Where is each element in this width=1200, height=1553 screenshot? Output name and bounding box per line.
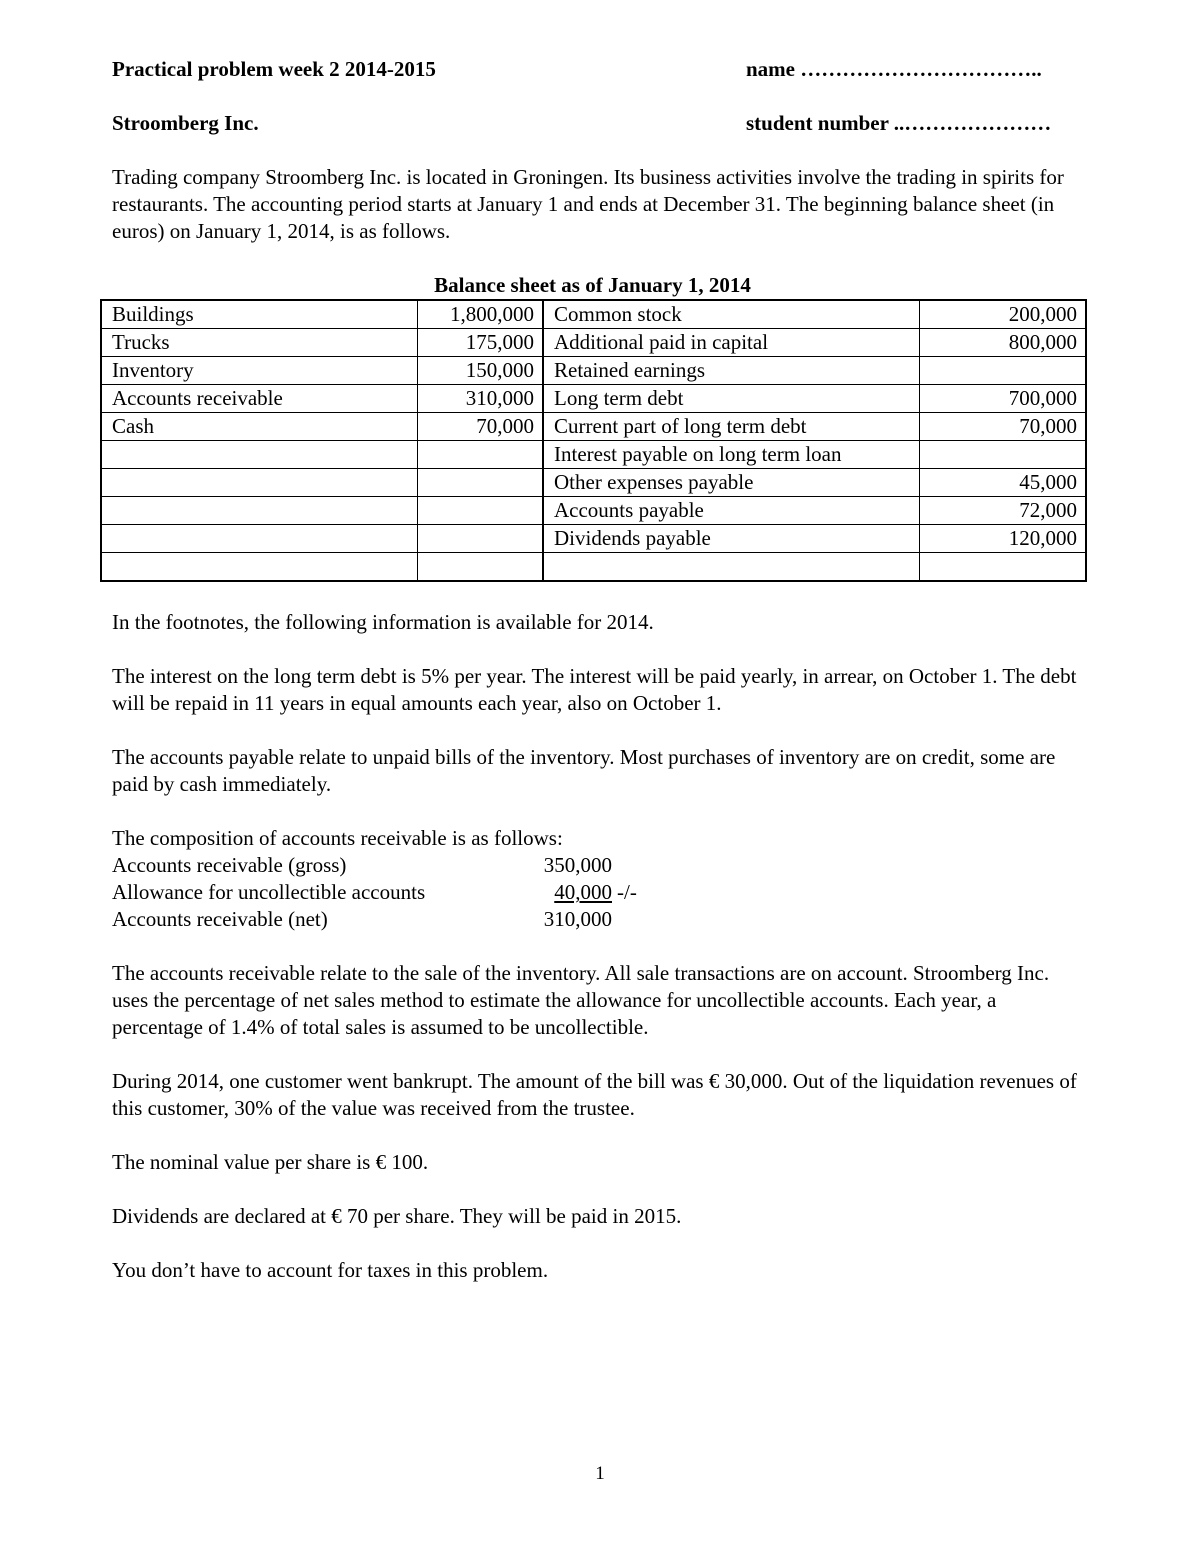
liability-name-cell: Retained earnings — [543, 357, 919, 385]
ar-allowance-label: Allowance for uncollectible accounts — [112, 880, 426, 904]
header-row-1 — [112, 56, 1087, 83]
liability-value-cell: 72,000 — [919, 497, 1086, 525]
liability-name-cell: Current part of long term debt — [543, 413, 919, 441]
liability-name-cell: Accounts payable — [543, 497, 919, 525]
asset-name-cell — [101, 469, 417, 497]
liability-name-cell: Additional paid in capital — [543, 329, 919, 357]
name-field-label: name …………………………….. — [746, 57, 1042, 81]
document-page — [112, 56, 1087, 1284]
balance-sheet-title: Balance sheet as of January 1, 2014 — [434, 273, 751, 297]
asset-name-cell — [101, 497, 417, 525]
asset-value-cell: 175,000 — [417, 329, 543, 357]
ar-composition-table — [112, 852, 1087, 933]
bankrupt-paragraph: During 2014, one customer went bankrupt. The amount of the bill was € 30,000. Out of the liquidation revenues of this customer, 30% of the value was received from the trustee. — [112, 1069, 1077, 1120]
asset-name-cell — [101, 553, 417, 582]
ar-composition-intro: The composition of accounts receivable is as follows: — [112, 826, 563, 850]
asset-value-cell — [417, 525, 543, 553]
liability-name-cell: Dividends payable — [543, 525, 919, 553]
page-number: 1 — [595, 1463, 605, 1484]
liability-value-cell: 120,000 — [919, 525, 1086, 553]
asset-value-cell — [417, 441, 543, 469]
liability-value-cell: 70,000 — [919, 413, 1086, 441]
balance-sheet-row — [101, 329, 1086, 357]
taxes-paragraph: You don’t have to account for taxes in this problem. — [112, 1258, 549, 1282]
asset-value-cell — [417, 497, 543, 525]
asset-value-cell — [417, 469, 543, 497]
document-title: Practical problem week 2 2014-2015 — [112, 57, 436, 81]
liability-value-cell: 700,000 — [919, 385, 1086, 413]
dividends-paragraph: Dividends are declared at € 70 per share. They will be paid in 2015. — [112, 1204, 682, 1228]
asset-value-cell: 150,000 — [417, 357, 543, 385]
liability-value-cell: 200,000 — [919, 300, 1086, 329]
asset-name-cell — [101, 525, 417, 553]
balance-sheet-row — [101, 553, 1086, 582]
liability-value-cell: 45,000 — [919, 469, 1086, 497]
ar-gross-value: 350,000 — [543, 853, 612, 877]
balance-sheet-row — [101, 413, 1086, 441]
liability-name-cell: Interest payable on long term loan — [543, 441, 919, 469]
balance-sheet-row — [101, 300, 1086, 329]
asset-name-cell: Trucks — [101, 329, 417, 357]
receivables-paragraph: The accounts receivable relate to the sale of the inventory. All sale transactions are on account. Stroomberg Inc. uses the percentage of net sales method to estimate the allowance for uncollectible accounts. Each year, a percentage of 1.4% of total sales is assumed to be uncollectible. — [112, 961, 1050, 1039]
ar-allowance-row — [112, 879, 1087, 906]
nominal-value-paragraph: The nominal value per share is € 100. — [112, 1150, 429, 1174]
ar-net-value: 310,000 — [543, 907, 612, 931]
header-row-2 — [112, 110, 1087, 137]
balance-sheet-row — [101, 469, 1086, 497]
asset-value-cell: 70,000 — [417, 413, 543, 441]
ar-net-row — [112, 906, 1087, 933]
interest-paragraph: The interest on the long term debt is 5% per year. The interest will be paid yearly, in arrear, on October 1. The debt will be repaid in 11 years in equal amounts each year, also on October 1. — [112, 664, 1077, 715]
ar-net-label: Accounts receivable (net) — [112, 907, 328, 931]
asset-name-cell: Cash — [101, 413, 417, 441]
asset-name-cell: Accounts receivable — [101, 385, 417, 413]
liability-value-cell — [919, 553, 1086, 582]
company-name: Stroomberg Inc. — [112, 111, 259, 135]
student-number-label: student number ..………………… — [746, 111, 1052, 135]
ar-allowance-value: 40,000 — [554, 880, 612, 904]
liability-value-cell — [919, 357, 1086, 385]
liability-name-cell: Long term debt — [543, 385, 919, 413]
liability-name-cell: Other expenses payable — [543, 469, 919, 497]
balance-sheet-row — [101, 357, 1086, 385]
asset-name-cell — [101, 441, 417, 469]
ar-gross-label: Accounts receivable (gross) — [112, 853, 347, 877]
asset-name-cell: Inventory — [101, 357, 417, 385]
balance-sheet-row — [101, 497, 1086, 525]
balance-sheet-row — [101, 441, 1086, 469]
asset-value-cell — [417, 553, 543, 582]
payables-paragraph: The accounts payable relate to unpaid bills of the inventory. Most purchases of inventory are on credit, some are paid by cash immediately. — [112, 745, 1056, 796]
liability-name-cell — [543, 553, 919, 582]
footnotes-intro: In the footnotes, the following information is available for 2014. — [112, 610, 654, 634]
intro-paragraph: Trading company Stroomberg Inc. is located in Groningen. Its business activities involve the trading in spirits for restaurants. The accounting period starts at January 1 and ends at December 31. The beginning balance sheet (in euros) on January 1, 2014, is as follows. — [112, 165, 1064, 243]
asset-name-cell: Buildings — [101, 300, 417, 329]
asset-value-cell: 310,000 — [417, 385, 543, 413]
asset-value-cell: 1,800,000 — [417, 300, 543, 329]
ar-gross-row — [112, 852, 1087, 879]
balance-sheet-table — [100, 299, 1087, 582]
liability-value-cell: 800,000 — [919, 329, 1086, 357]
liability-value-cell — [919, 441, 1086, 469]
balance-sheet-row — [101, 385, 1086, 413]
ar-allowance-suffix: -/- — [617, 880, 637, 904]
balance-sheet-row — [101, 525, 1086, 553]
liability-name-cell: Common stock — [543, 300, 919, 329]
